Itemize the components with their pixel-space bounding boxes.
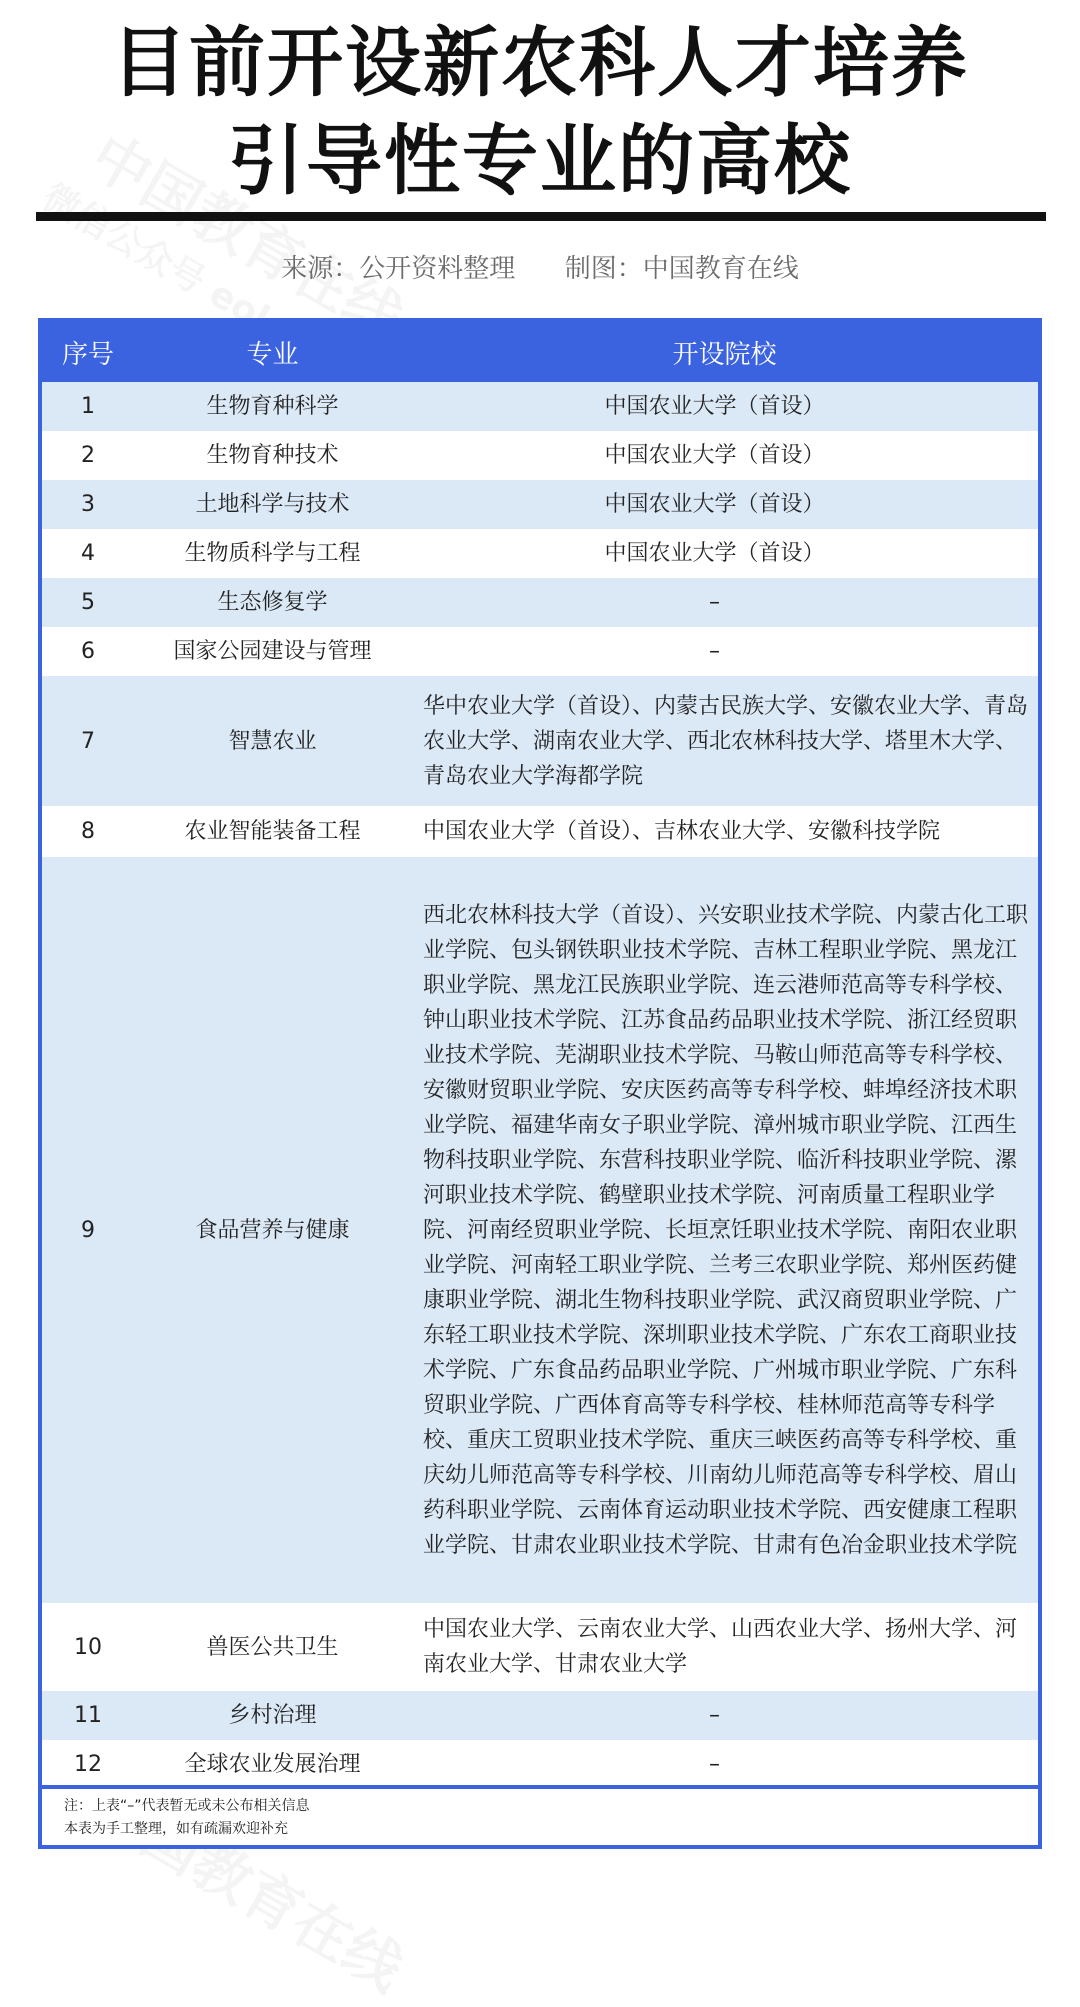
table-row bbox=[42, 676, 1038, 806]
row-major: 生物育种科学 bbox=[134, 382, 411, 431]
header-no: 序号 bbox=[42, 322, 134, 382]
row-no: 5 bbox=[42, 578, 134, 627]
row-major: 乡村治理 bbox=[134, 1691, 411, 1740]
header-major: 专业 bbox=[134, 322, 411, 382]
table-row bbox=[42, 627, 1038, 676]
chart-credit: 制图：中国教育在线 bbox=[564, 254, 799, 284]
row-major: 食品营养与健康 bbox=[134, 857, 411, 1603]
row-schools: 中国农业大学（首设） bbox=[411, 431, 1038, 480]
source-text: 来源：公开资料整理 bbox=[281, 254, 516, 284]
row-major: 兽医公共卫生 bbox=[134, 1603, 411, 1691]
table-row bbox=[42, 431, 1038, 480]
row-no: 7 bbox=[42, 676, 134, 806]
page-title bbox=[0, 14, 1080, 210]
row-no: 2 bbox=[42, 431, 134, 480]
header-schools: 开设院校 bbox=[411, 322, 1038, 382]
row-major: 土地科学与技术 bbox=[134, 480, 411, 529]
row-schools: – bbox=[411, 1740, 1038, 1789]
row-schools: 中国农业大学（首设） bbox=[411, 382, 1038, 431]
row-no: 8 bbox=[42, 806, 134, 857]
row-no: 3 bbox=[42, 480, 134, 529]
table-row bbox=[42, 1740, 1038, 1789]
table-header-row bbox=[42, 322, 1038, 382]
row-no: 6 bbox=[42, 627, 134, 676]
row-no: 10 bbox=[42, 1603, 134, 1691]
majors-table bbox=[38, 318, 1042, 1789]
row-no: 9 bbox=[42, 857, 134, 1603]
table-row bbox=[42, 529, 1038, 578]
row-schools: 中国农业大学、云南农业大学、山西农业大学、扬州大学、河南农业大学、甘肃农业大学 bbox=[411, 1603, 1038, 1691]
title-line-2: 引导性专业的高校 bbox=[228, 116, 852, 205]
title-line-1: 目前开设新农科人才培养 bbox=[111, 18, 969, 107]
row-major: 国家公园建设与管理 bbox=[134, 627, 411, 676]
table-row bbox=[42, 480, 1038, 529]
note-line-1: 注：上表“–”代表暂无或未公布相关信息 bbox=[64, 1798, 310, 1814]
row-no: 12 bbox=[42, 1740, 134, 1789]
row-schools: 中国农业大学（首设） bbox=[411, 480, 1038, 529]
row-schools: 西北农林科技大学（首设）、兴安职业技术学院、内蒙古化工职业学院、包头钢铁职业技术学院、吉林工程职业学院、黑龙江职业学院、黑龙江民族职业学院、连云港师范高等专科学校、钟山职业技术学院、江苏食品药品职业技术学院、浙江经贸职业技术学院、芜湖职业技术学院、马鞍山师范高等专科学校、安徽财贸职业学院、安庆医药高等专科学校、蚌埠经济技术职业学院、福建华南女子职业学院、漳州城市职业学院、江西生物科技职业学院、东营科技职业学院、临沂科技职业学院、漯河职业技术学院、鹤壁职业技术学院、河南质量工程职业学院、河南经贸职业学院、长垣烹饪职业技术学院、南阳农业职业学院、河南轻工职业学院、兰考三农职业学院、郑州医药健康职业学院、湖北生物科技职业学院、武汉商贸职业学院、广东轻工职业技术学院、深圳职业技术学院、广东农工商职业技术学院、广东食品药品职业学院、广州城市职业学院、广东科贸职业学院、广西体育高等专科学校、桂林师范高等专科学校、重庆工贸职业技术学院、重庆三峡医药高等专科学校、重庆幼儿师范高等专科学校、川南幼儿师范高等专科学校、眉山药科职业学院、云南体育运动职业技术学院、西安健康工程职业学院、甘肃农业职业技术学院、甘肃有色冶金职业技术学院 bbox=[411, 857, 1038, 1603]
row-schools: – bbox=[411, 1691, 1038, 1740]
row-schools: 中国农业大学（首设）、吉林农业大学、安徽科技学院 bbox=[411, 806, 1038, 857]
title-divider bbox=[36, 212, 1046, 221]
row-major: 生物育种技术 bbox=[134, 431, 411, 480]
row-major: 全球农业发展治理 bbox=[134, 1740, 411, 1789]
table-row bbox=[42, 857, 1038, 1603]
table-row bbox=[42, 578, 1038, 627]
row-major: 智慧农业 bbox=[134, 676, 411, 806]
row-major: 生物质科学与工程 bbox=[134, 529, 411, 578]
row-schools: – bbox=[411, 578, 1038, 627]
row-major: 农业智能装备工程 bbox=[134, 806, 411, 857]
table-row bbox=[42, 806, 1038, 857]
source-line bbox=[0, 248, 1080, 285]
row-schools: – bbox=[411, 627, 1038, 676]
table-row bbox=[42, 1603, 1038, 1691]
table-row bbox=[42, 382, 1038, 431]
table-row bbox=[42, 1691, 1038, 1740]
row-no: 1 bbox=[42, 382, 134, 431]
row-no: 4 bbox=[42, 529, 134, 578]
note-line-2: 本表为手工整理，如有疏漏欢迎补充 bbox=[64, 1821, 288, 1837]
row-schools: 中国农业大学（首设） bbox=[411, 529, 1038, 578]
table-notes bbox=[38, 1785, 1042, 1849]
row-no: 11 bbox=[42, 1691, 134, 1740]
row-schools: 华中农业大学（首设）、内蒙古民族大学、安徽农业大学、青岛农业大学、湖南农业大学、西北农林科技大学、塔里木大学、青岛农业大学海都学院 bbox=[411, 676, 1038, 806]
row-major: 生态修复学 bbox=[134, 578, 411, 627]
